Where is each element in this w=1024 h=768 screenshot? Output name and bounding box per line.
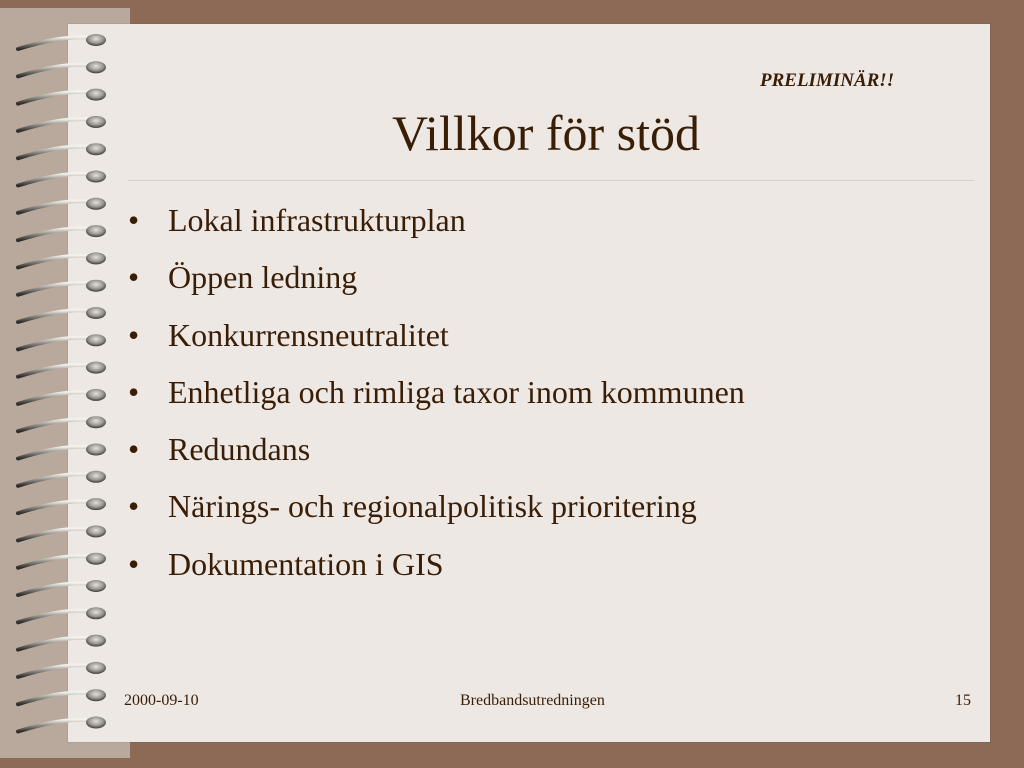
spiral-coil-icon <box>18 665 92 677</box>
spiral-coil-icon <box>18 256 92 268</box>
slide-title: Villkor för stöd <box>391 105 701 161</box>
bullet-text: Enhetliga och rimliga taxor inom kommunen <box>168 373 745 410</box>
spiral-coil-icon <box>18 474 92 486</box>
bullet-text: Dokumentation i GIS <box>168 545 444 582</box>
footer-title: Bredbandsutredningen <box>460 692 605 709</box>
spiral-coil-icon <box>18 146 92 158</box>
binding-hole-icon <box>86 280 106 292</box>
binding-hole-icon <box>86 34 106 46</box>
binding-hole-icon <box>86 662 106 674</box>
spiral-coil-icon <box>18 501 92 513</box>
footer-date: 2000-09-10 <box>124 692 199 709</box>
bullet-marker: • <box>128 488 140 525</box>
binding-hole-icon <box>86 444 106 456</box>
bullet-marker: • <box>128 316 140 353</box>
binding-hole-icon <box>86 116 106 128</box>
binding-hole-icon <box>86 389 106 401</box>
title-divider <box>128 180 974 181</box>
spiral-coil-icon <box>18 392 92 404</box>
spiral-coil-icon <box>18 638 92 650</box>
binding-hole-icon <box>86 553 106 565</box>
spiral-coil-icon <box>18 583 92 595</box>
spiral-coil-icon <box>18 338 92 350</box>
binding-hole-icon <box>86 471 106 483</box>
spiral-coil-icon <box>18 228 92 240</box>
spiral-coil-icon <box>18 310 92 322</box>
binding-hole-icon <box>86 362 106 374</box>
binding-hole-icon <box>86 717 106 729</box>
binding-hole-icon <box>86 171 106 183</box>
binding-hole-icon <box>86 525 106 537</box>
spiral-coil-icon <box>18 92 92 104</box>
binding-hole-icon <box>86 225 106 237</box>
binding-hole-icon <box>86 607 106 619</box>
bullet-text: Lokal infrastrukturplan <box>168 202 466 238</box>
binding-hole-icon <box>86 635 106 647</box>
spiral-coil-icon <box>18 611 92 623</box>
bullet-marker: • <box>128 259 140 296</box>
binding-hole-icon <box>86 334 106 346</box>
bullet-item <box>128 482 745 539</box>
spiral-coil-icon <box>18 529 92 541</box>
bullet-marker: • <box>128 431 140 468</box>
binding-hole-icon <box>86 580 106 592</box>
spiral-coil-icon <box>18 692 92 704</box>
bullet-marker: • <box>128 373 140 410</box>
bullet-item <box>128 368 745 425</box>
spiral-coil-icon <box>18 556 92 568</box>
spiral-coil-icon <box>18 720 92 732</box>
spiral-coil-icon <box>18 447 92 459</box>
spiral-coil-icon <box>18 201 92 213</box>
binding-hole-icon <box>86 416 106 428</box>
bullet-marker: • <box>128 545 140 582</box>
bullet-text: Konkurrensneutralitet <box>168 316 449 353</box>
binding-hole-icon <box>86 307 106 319</box>
spiral-coil-icon <box>18 365 92 377</box>
spiral-coil-icon <box>18 119 92 131</box>
bullet-text: Närings- och regionalpolitisk prioritering <box>168 488 697 525</box>
bullet-item <box>128 425 745 482</box>
spiral-coil-icon <box>18 65 92 77</box>
preliminary-stamp: PRELIMINÄR!! <box>760 70 895 91</box>
binding-hole-icon <box>86 198 106 210</box>
binding-hole-icon <box>86 61 106 73</box>
spiral-coil-icon <box>18 419 92 431</box>
spiral-coil-icon <box>18 37 92 49</box>
spiral-coil-icon <box>18 174 92 186</box>
bullet-item <box>128 196 745 253</box>
bullet-text: Öppen ledning <box>168 259 358 296</box>
bullet-item <box>128 311 745 368</box>
binding-hole-icon <box>86 689 106 701</box>
binding-hole-icon <box>86 498 106 510</box>
bullet-item <box>128 540 745 597</box>
bullet-item <box>128 253 745 310</box>
bullet-text: Redundans <box>168 431 311 468</box>
page-number: 15 <box>955 692 971 709</box>
binding-hole-icon <box>86 252 106 264</box>
spiral-binding-icon <box>0 0 140 768</box>
binding-hole-icon <box>86 89 106 101</box>
bullet-marker: • <box>128 202 140 238</box>
binding-hole-icon <box>86 143 106 155</box>
bullet-list <box>128 196 745 597</box>
spiral-coil-icon <box>18 283 92 295</box>
